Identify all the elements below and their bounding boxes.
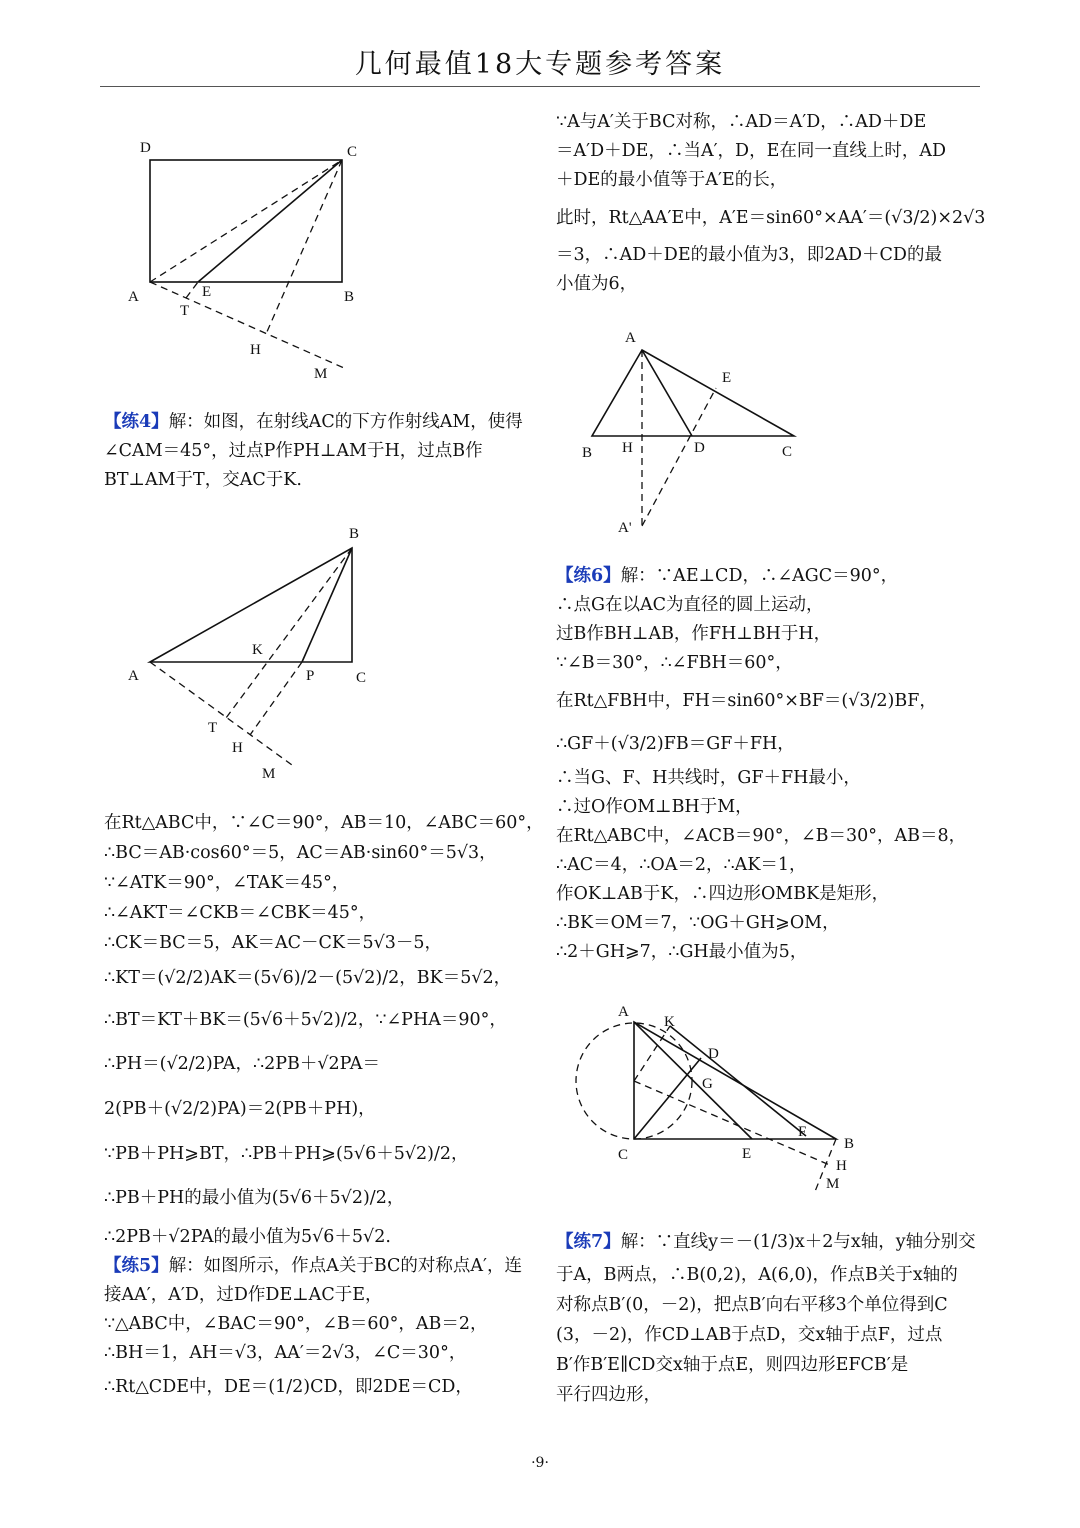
ex7-text-1: 解：∵直线y＝－(1/3)x＋2与x轴，y轴分别交 xyxy=(620,1232,976,1252)
ex4-sol-line: ∵∠ATK＝90°，∠TAK＝45°， xyxy=(104,873,350,893)
fig3-label-b: B xyxy=(582,445,593,461)
fig4-label-g: G xyxy=(702,1076,713,1092)
ex4-sol-line: ∴BC＝AB·cos60°＝5，AC＝AB·sin60°＝5√3， xyxy=(104,843,497,863)
ex5-cont-line: 此时，Rt△AA′E中，A′E＝sin60°×AA′＝(√3/2)×2√3 xyxy=(556,208,986,228)
ex6-line: ∴GF＋(√3/2)FB＝GF＋FH， xyxy=(556,734,795,754)
fig4-label-k: K xyxy=(664,1014,675,1030)
fig1-label-a: A xyxy=(128,289,139,305)
fig4-label-c: C xyxy=(618,1147,629,1163)
ex4-tag: 【练4】 xyxy=(104,412,169,432)
ex4-line-2: ∠CAM＝45°，过点P作PH⊥AM于H，过点B作 xyxy=(104,441,483,461)
ex4-sol-line: ∴2PB＋√2PA的最小值为5√6＋5√2. xyxy=(104,1227,391,1247)
ex4-text-1: 解：如图，在射线AC的下方作射线AM，使得 xyxy=(168,412,523,432)
ex7-solution xyxy=(556,1224,976,1410)
page-number: ·9· xyxy=(531,1455,549,1471)
ex5-intro xyxy=(104,1252,534,1406)
ex6-line: 作OK⊥AB于K，∴四边形OMBK是矩形， xyxy=(556,884,890,904)
ex5-line: ∴BH＝1，AH＝√3，AA′＝2√3，∠C＝30°， xyxy=(104,1343,467,1363)
ex5-text-1: 解：如图所示，作点A关于BC的对称点A′，连 xyxy=(168,1256,523,1276)
fig2-label-b: B xyxy=(349,526,360,542)
ex4-sol-line: ∴BT＝KT＋BK＝(5√6＋5√2)/2，∵∠PHA＝90°， xyxy=(104,1010,507,1030)
figure-circle-triangle xyxy=(566,996,876,1210)
ex6-line: ∴BK＝OM＝7，∵OG＋GH⩾OM， xyxy=(556,913,840,933)
fig1-label-h: H xyxy=(250,342,261,358)
ex4-sol-line: 在Rt△ABC中，∵∠C＝90°，AB＝10，∠ABC＝60°， xyxy=(104,813,544,833)
figure-rectangle xyxy=(104,130,384,394)
fig4-label-m: M xyxy=(826,1176,840,1192)
ex5-cont-line: ＋DE的最小值等于A′E的长， xyxy=(556,170,788,190)
ex6-line: ∴当G、F、H共线时，GF＋FH最小， xyxy=(556,768,861,788)
ex5-cont-line: ∵A与A′关于BC对称，∴AD＝A′D，∴AD＋DE xyxy=(556,112,927,132)
fig1-label-t: T xyxy=(180,303,190,319)
ex7-line: B′作B′E∥CD交x轴于点E，则四边形EFCB′是 xyxy=(556,1355,909,1375)
ex6-tag: 【练6】 xyxy=(556,566,621,586)
ex7-line: 于A，B两点，∴B(0,2)，A(6,0)，作点B关于x轴的 xyxy=(556,1265,958,1285)
fig3-label-d: D xyxy=(694,440,705,456)
fig3-label-a: A xyxy=(625,330,636,346)
fig1-label-m: M xyxy=(314,366,328,382)
fig3-label-c: C xyxy=(782,444,793,460)
fig1-label-b: B xyxy=(344,289,355,305)
fig1-label-e: E xyxy=(202,284,212,300)
fig4-label-b: B xyxy=(844,1136,855,1152)
ex6-line: ∵∠B＝30°，∴∠FBH＝60°， xyxy=(556,653,793,673)
fig2-label-p: P xyxy=(306,668,315,684)
page-title: 几何最值18大专题参考答案 xyxy=(354,49,726,80)
figure-triangle-abc xyxy=(104,520,404,794)
ex4-sol-line: ∴PB＋PH的最小值为(5√6＋5√2)/2， xyxy=(104,1188,405,1208)
ex4-sol-line: 2(PB＋(√2/2)PA)＝2(PB＋PH)， xyxy=(104,1099,376,1119)
ex7-line: 平行四边形， xyxy=(556,1385,661,1405)
ex6-line: 过B作BH⊥AB，作FH⊥BH于H， xyxy=(556,624,832,644)
ex4-sol-line: ∴∠AKT＝∠CKB＝∠CBK＝45°， xyxy=(104,903,377,923)
ex5-line: ∵△ABC中，∠BAC＝90°，∠B＝60°，AB＝2， xyxy=(104,1314,488,1334)
ex4-sol-line: ∴PH＝(√2/2)PA，∴2PB＋√2PA＝ xyxy=(104,1054,380,1074)
fig4-label-a: A xyxy=(618,1004,629,1020)
ex5-line-1 xyxy=(104,1252,534,1281)
ex6-line: 在Rt△FBH中，FH＝sin60°×BF＝(√3/2)BF， xyxy=(556,691,937,711)
ex4-line-1 xyxy=(104,408,534,437)
ex5-line: ∴Rt△CDE中，DE＝(1/2)CD，即2DE＝CD， xyxy=(104,1377,473,1397)
fig2-label-k: K xyxy=(252,642,263,658)
ex4-sol-line: ∴CK＝BC＝5，AK＝AC－CK＝5√3－5， xyxy=(104,933,443,953)
ex6-solution xyxy=(556,562,976,967)
ex6-line: ∴点G在以AC为直径的圆上运动， xyxy=(556,595,824,615)
ex7-tag: 【练7】 xyxy=(556,1232,621,1252)
ex4-sol-line: ∵PB＋PH⩾BT，∴PB＋PH⩾(5√6＋5√2)/2， xyxy=(104,1144,469,1164)
fig3-label-e: E xyxy=(722,370,732,386)
ex7-line-1 xyxy=(556,1224,976,1260)
fig4-label-e: E xyxy=(742,1146,752,1162)
ex4-solution xyxy=(104,808,544,1254)
fig2-label-c: C xyxy=(356,670,367,686)
ex7-line: (3，－2)，作CD⊥AB于点D，交x轴于点F，过点 xyxy=(556,1325,943,1345)
fig4-label-f: F xyxy=(798,1124,807,1140)
fig1-label-c: C xyxy=(347,144,358,160)
fig4-label-d: D xyxy=(708,1046,719,1062)
fig4-label-h: H xyxy=(836,1158,847,1174)
fig2-label-a: A xyxy=(128,668,139,684)
fig1-label-d: D xyxy=(140,140,151,156)
ex6-text-1: 解：∵AE⊥CD，∴∠AGC＝90°， xyxy=(620,566,899,586)
ex6-line: ∴AC＝4，∴OA＝2，∴AK＝1， xyxy=(556,855,807,875)
fig2-label-h: H xyxy=(232,740,243,756)
ex4-intro xyxy=(104,408,534,495)
ex6-line: 在Rt△ABC中，∠ACB＝90°，∠B＝30°，AB＝8， xyxy=(556,826,967,846)
ex7-line: 对称点B′(0，－2)，把点B′向右平移3个单位得到C xyxy=(556,1295,948,1315)
ex6-line: ∴2＋GH⩾7，∴GH最小值为5， xyxy=(556,942,808,962)
ex6-line-1 xyxy=(556,562,976,591)
ex5-continued xyxy=(556,108,986,299)
ex5-cont-line: ＝A′D＋DE，∴当A′，D，E在同一直线上时，AD xyxy=(556,141,947,161)
fig2-label-m: M xyxy=(262,766,276,782)
ex4-line-3: BT⊥AM于T，交AC于K. xyxy=(104,470,302,490)
ex5-line: 接AA′，A′D，过D作DE⊥AC于E， xyxy=(104,1285,383,1305)
ex6-line: ∴过O作OM⊥BH于M， xyxy=(556,797,753,817)
fig3-label-a-prime: A' xyxy=(618,520,632,536)
fig2-label-t: T xyxy=(208,720,218,736)
header-rule xyxy=(100,86,980,87)
ex5-cont-line: 小值为6， xyxy=(556,274,638,294)
ex4-sol-line: ∴KT＝(√2/2)AK＝(5√6)/2－(5√2)/2，BK＝5√2， xyxy=(104,968,512,988)
ex5-tag: 【练5】 xyxy=(104,1256,169,1276)
figure-reflection xyxy=(570,322,810,546)
fig3-label-h: H xyxy=(622,440,633,456)
ex5-cont-line: ＝3，∴AD＋DE的最小值为3，即2AD＋CD的最 xyxy=(556,245,942,265)
